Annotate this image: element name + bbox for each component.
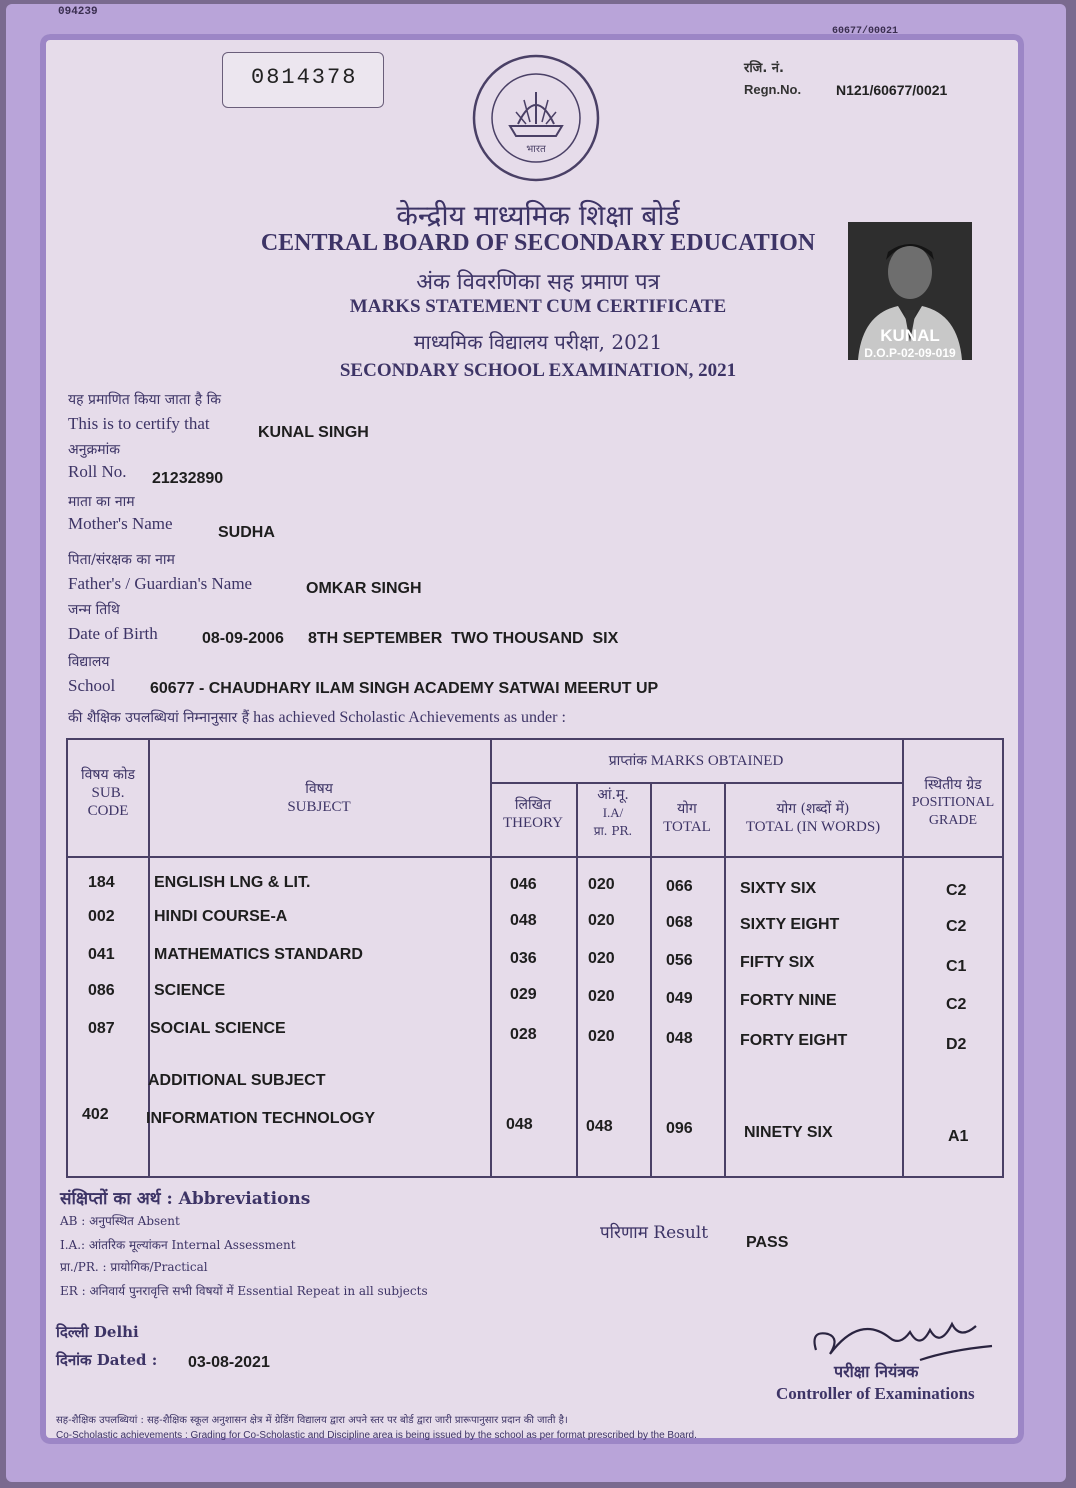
abbreviation-item: I.A.: आंतरिक मूल्यांकन Internal Assessment: [60, 1238, 296, 1252]
red-stamp: [66, 40, 206, 80]
header-total-words: योग (शब्दों में) TOTAL (IN WORDS): [745, 801, 881, 835]
header-positional-grade: स्थितीय ग्रेड POSITIONAL GRADE: [911, 777, 995, 828]
header-total: योग TOTAL: [663, 801, 711, 835]
student-photo: [848, 222, 972, 360]
student-name: KUNAL SINGH: [258, 424, 369, 441]
additional-subject-label: ADDITIONAL SUBJECT: [148, 1072, 326, 1089]
mother-label-hi: माता का नाम: [68, 494, 135, 510]
corner-code-left: 094239: [58, 6, 98, 18]
controller-title-hi: परीक्षा नियंत्रक: [834, 1362, 919, 1381]
certify-label-hi: यह प्रमाणित किया जाता है कि: [68, 392, 222, 408]
regn-label-en: Regn.No.: [744, 82, 802, 97]
header-marks-obtained: प्राप्तांक MARKS OBTAINED: [608, 753, 784, 769]
document-title-hindi: अंक विवरणिका सह प्रमाण पत्र: [416, 270, 660, 295]
seal-text: भारत: [526, 144, 546, 155]
roll-label-hi: अनुक्रमांक: [68, 442, 120, 458]
board-name-hindi: केन्द्रीय माध्यमिक शिक्षा बोर्ड: [396, 199, 680, 232]
header-ia-pr: आं.मू. I.A/ प्रा. PR.: [593, 787, 633, 838]
marks-table: विषय कोड SUB. CODE विषय SUBJECT प्राप्तांक MARKS OBTAINED लिखित THEORY आं.मू. I.A/ प्रा. PR. योग TOTAL योग (शब्दों में) TOTAL (IN WORDS) स्थितीय ग्रेड POSITIONAL GRADE 184 ENGLISH LNG & LIT. 046 020 066 SIXTY SIX C2 002 HINDI COURSE-A 048 020 068 SIXTY EIGHT C2 041 MATHEMATICS STANDARD 036 020 056 FIFTY SIX C1 086 SCIENCE 029 020 049 FORTY NINE C2 087 SOCIAL SCIENCE 028 020 048 FORTY EIGHT D2 ADDITIONAL SUBJECT 402 INFORMATION TECHNOLOGY 048 048 096 NINETY SIX A1: [66, 738, 1004, 1178]
abbreviation-item: प्रा./PR. : प्रायोगिक/Practical: [60, 1260, 208, 1274]
dated-value: 03-08-2021: [188, 1354, 270, 1371]
dob-value: 08-09-2006: [202, 630, 284, 647]
abbreviation-item: AB : अनुपस्थित Absent: [60, 1214, 180, 1228]
mother-name: SUDHA: [218, 524, 275, 541]
roll-label-en: Roll No.: [68, 462, 127, 481]
certify-label-en: This is to certify that: [68, 414, 210, 433]
regn-label-hi: रजि. नं.: [744, 61, 784, 76]
photo-caption-name: KUNAL: [880, 326, 940, 345]
serial-number: 0814378: [251, 65, 358, 90]
dob-label-hi: जन्म तिथि: [68, 602, 120, 618]
board-name-english: CENTRAL BOARD OF SECONDARY EDUCATION: [260, 230, 816, 256]
cbse-seal-icon: [470, 52, 602, 189]
abbreviations-title: संक्षिप्तों का अर्थ : Abbreviations: [60, 1189, 311, 1209]
exam-title-hindi: माध्यमिक विद्यालय परीक्षा, 2021: [413, 330, 663, 354]
school-name: 60677 - CHAUDHARY ILAM SINGH ACADEMY SATWAI MEERUT UP: [150, 680, 659, 697]
document-title-english: MARKS STATEMENT CUM CERTIFICATE: [349, 296, 727, 317]
exam-title-english: SECONDARY SCHOOL EXAMINATION, 2021: [339, 360, 737, 381]
result-value: PASS: [746, 1234, 789, 1251]
header-subject: विषय SUBJECT: [287, 781, 351, 815]
header-sub-code: विषय कोड SUB. CODE: [81, 767, 135, 819]
serial-number-box: [222, 52, 384, 108]
footer-note-hi: सह-शैक्षिक उपलब्धियां : सह-शैक्षिक स्कूल अनुशासन क्षेत्र में ग्रेडिंग विद्यालय द्वारा अपने स्तर पर बोर्ड द्वारा जारी प्रारूपानुसार प्रदान की जाती है।: [56, 1415, 568, 1426]
footer-note-en: Co-Scholastic achievements : Grading for Co-Scholastic and Discipline area is being issued by the school as per format prescribed by the Board.: [56, 1430, 697, 1441]
mother-label-en: Mother's Name: [68, 514, 173, 533]
controller-title-en: Controller of Examinations: [776, 1384, 975, 1403]
dob-label-en: Date of Birth: [68, 624, 158, 643]
header-theory: लिखित THEORY: [503, 797, 563, 831]
dated-label: दिनांक Dated :: [56, 1351, 158, 1369]
dob-in-words: 8TH SEPTEMBER TWO THOUSAND SIX: [308, 630, 619, 647]
corner-code-right: 60677/00021: [832, 26, 899, 37]
school-label-en: School: [68, 676, 116, 695]
place: दिल्ली Delhi: [56, 1323, 139, 1341]
photo-caption-date: D.O.P-02-09-019: [864, 346, 956, 360]
abbreviation-item: ER : अनिवार्य पुनरावृत्ति सभी विषयों में Essential Repeat in all subjects: [60, 1284, 428, 1298]
achievements-intro-en: has achieved Scholastic Achievements as under :: [253, 709, 566, 726]
father-label-en: Father's / Guardian's Name: [68, 574, 253, 593]
achievements-intro-hi: की शैक्षिक उपलब्धियां निम्नानुसार हैं: [68, 710, 250, 726]
regn-number: N121/60677/0021: [836, 82, 948, 98]
father-name: OMKAR SINGH: [306, 580, 422, 597]
school-label-hi: विद्यालय: [68, 654, 110, 670]
result-label: परिणाम Result: [600, 1223, 709, 1243]
father-label-hi: पिता/संरक्षक का नाम: [68, 552, 175, 568]
achievements-intro: [68, 708, 566, 727]
roll-number: 21232890: [152, 470, 224, 487]
